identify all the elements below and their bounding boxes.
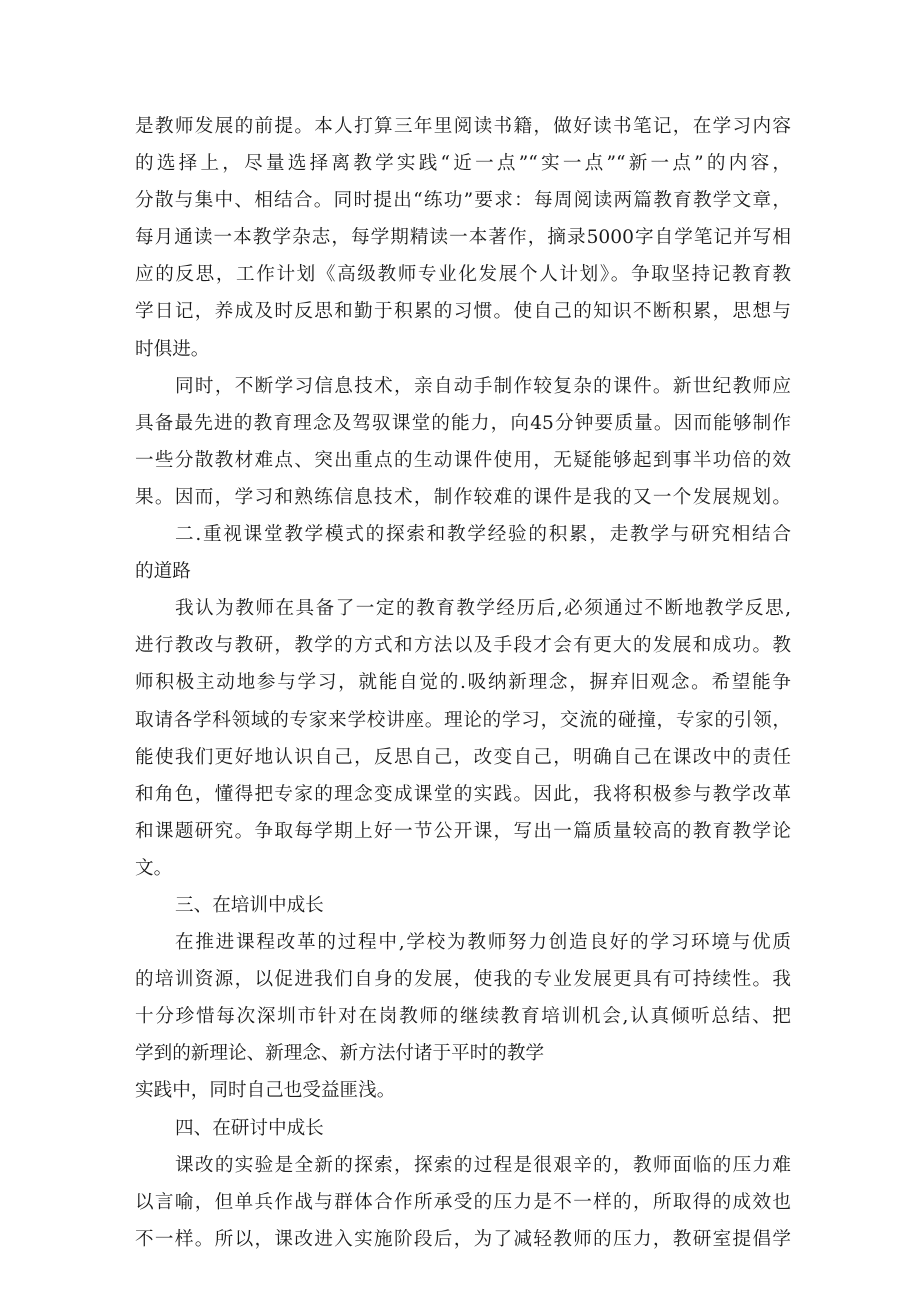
text-line: 学到的新理论、新理念、新方法付诸于平时的教学 <box>135 1043 545 1065</box>
text-line: 在推进课程改革的过程中,学校为教师努力创造良好的学习环境与优质 <box>175 932 791 954</box>
text-line: 学日记，养成及时反思和勤于积累的习惯。使自己的知识不断积累，思想与 <box>135 301 791 323</box>
text-line: 应的反思，工作计划《高级教师专业化发展个人计划》。争取坚持记教育教 <box>135 264 791 286</box>
text-line: 实践中，同时自己也受益匪浅。 <box>135 1080 396 1102</box>
text-line: 三、在培训中成长 <box>175 894 324 916</box>
text-line: 具备最先进的教育理念及驾驭课堂的能力，向45分钟要质量。因而能够制作 <box>135 412 791 434</box>
text-line: 时俱进。 <box>135 338 210 360</box>
text-line: 的培训资源，以促进我们自身的发展，使我的专业发展更具有可持续性。我 <box>135 969 791 991</box>
text-line: 十分珍惜每次深圳市针对在岗教师的继续教育培训机会,认真倾听总结、把 <box>135 1006 791 1028</box>
text-line: 的道路 <box>135 561 191 583</box>
document-body <box>135 108 791 1258</box>
text-line: 我认为教师在具备了一定的教育教学经历后,必须通过不断地教学反思, <box>175 598 791 620</box>
text-line: 一些分散教材难点、突出重点的生动课件使用，无疑能够起到事半功倍的效 <box>135 449 791 471</box>
text-line: 和角色，懂得把专家的理念变成课堂的实践。因此，我将积极参与教学改革 <box>135 783 791 805</box>
text-line: 文。 <box>135 857 173 879</box>
text-line: 四、在研讨中成长 <box>175 1117 324 1139</box>
text-line: 同时，不断学习信息技术，亲自动手制作较复杂的课件。新世纪教师应 <box>175 375 791 397</box>
text-line: 能使我们更好地认识自己，反思自己，改变自己，明确自己在课改中的责任 <box>135 746 791 768</box>
text-line: 师积极主动地参与学习，就能自觉的.吸纳新理念，摒弃旧观念。希望能争 <box>135 672 791 694</box>
text-line: 果。因而，学习和熟练信息技术，制作较难的课件是我的又一个发展规划。 <box>135 486 791 508</box>
text-line: 每月通读一本教学杂志，每学期精读一本著作，摘录5000字自学笔记并写相 <box>135 227 791 249</box>
text-line: 分散与集中、相结合。同时提出“练功”要求：每周阅读两篇教育教学文章， <box>135 190 791 212</box>
text-line: 不一样。所以，课改进入实施阶段后，为了减轻教师的压力，教研室提倡学 <box>135 1228 791 1250</box>
text-line: 进行教改与教研，教学的方式和方法以及手段才会有更大的发展和成功。教 <box>135 635 791 657</box>
text-line: 取请各学科领域的专家来学校讲座。理论的学习，交流的碰撞，专家的引领， <box>135 709 791 731</box>
text-line: 是教师发展的前提。本人打算三年里阅读书籍，做好读书笔记，在学习内容 <box>135 116 791 137</box>
text-line: 的选择上，尽量选择离教学实践“近一点”“实一点”“新一点”的内容， <box>135 153 791 175</box>
text-line: 以言喻，但单兵作战与群体合作所承受的压力是不一样的，所取得的成效也 <box>135 1191 791 1213</box>
text-line: 和课题研究。争取每学期上好一节公开课，写出一篇质量较高的教育教学论 <box>135 820 791 842</box>
text-line: 课改的实验是全新的探索，探索的过程是很艰辛的，教师面临的压力难 <box>175 1154 791 1176</box>
text-line: 二.重视课堂教学模式的探索和教学经验的积累，走教学与研究相结合 <box>175 524 791 546</box>
